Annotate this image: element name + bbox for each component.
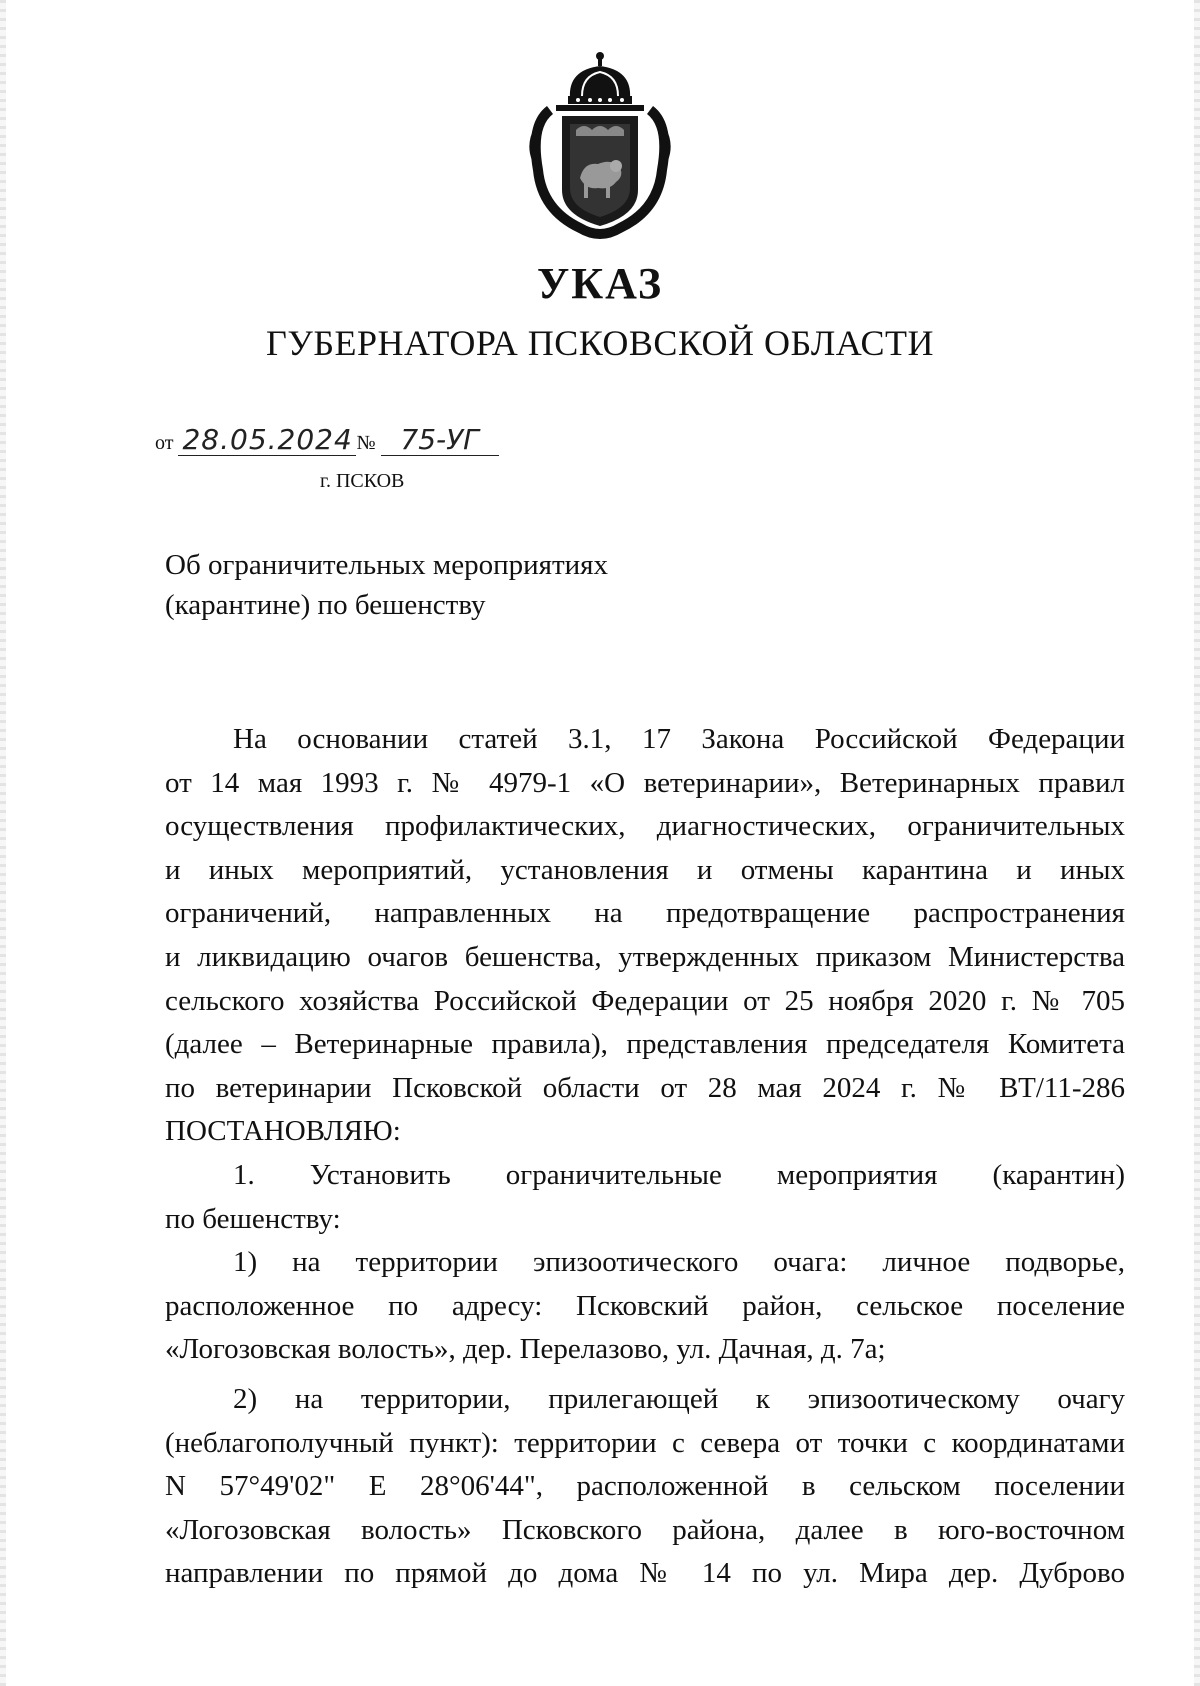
date-number-line xyxy=(155,425,499,456)
subject-line: Об ограничительных мероприятиях xyxy=(165,549,608,581)
scan-edge-left xyxy=(0,0,6,1686)
body-line: N 57°49'02" E 28°06'44", расположенной в сельском поселении xyxy=(165,1470,1125,1503)
document-subject xyxy=(165,545,725,625)
body-line: расположенное по адресу: Псковский район, сельское поселение xyxy=(165,1289,1125,1322)
body-line: ограничений, направленных на предотвращение распространения xyxy=(165,897,1125,930)
body-line: и ликвидацию очагов бешенства, утвержденных приказом Министерства xyxy=(165,940,1125,973)
body-line: от 14 мая 1993 г. № 4979-1 «О ветеринарии», Ветеринарных правил xyxy=(165,766,1125,799)
subject-line: (карантине) по бешенству xyxy=(165,589,486,621)
body-line: и иных мероприятий, установления и отмены карантина и иных xyxy=(165,853,1125,886)
number-label: № xyxy=(356,432,376,454)
handwritten-number: 75-УГ xyxy=(381,425,499,456)
body-line: сельского хозяйства Российской Федерации от 25 ноября 2020 г. № 705 xyxy=(165,984,1125,1017)
coat-of-arms-emblem xyxy=(520,50,680,245)
body-line: «Логозовская волость», дер. Перелазово, ул. Дачная, д. 7а; xyxy=(165,1333,886,1366)
document-body xyxy=(165,718,1125,1596)
body-line: направлении по прямой до дома № 14 по ул. Мира дер. Дуброво xyxy=(165,1557,1125,1590)
scan-edge-right xyxy=(1194,0,1200,1686)
body-line: «Логозовская волость» Псковского района, далее в юго-восточном xyxy=(165,1513,1125,1546)
document-subtitle: ГУБЕРНАТОРА ПСКОВСКОЙ ОБЛАСТИ xyxy=(266,323,934,363)
body-line: 1) на территории эпизоотического очага: личное подворье, xyxy=(233,1246,1125,1279)
from-label: от xyxy=(155,432,174,454)
city-line: г. ПСКОВ xyxy=(320,470,405,492)
body-line: по бешенству: xyxy=(165,1202,341,1235)
body-line: 1. Установить ограничительные мероприятия (карантин) xyxy=(233,1158,1125,1191)
body-line: 2) на территории, прилегающей к эпизоотическому очагу xyxy=(233,1382,1125,1415)
body-line: осуществления профилактических, диагностических, ограничительных xyxy=(165,810,1125,843)
crown-icon xyxy=(568,52,632,104)
body-line: На основании статей 3.1, 17 Закона Российской Федерации xyxy=(233,723,1125,755)
handwritten-date: 28.05.2024 xyxy=(178,425,356,456)
decree-word: ПОСТАНОВЛЯЮ: xyxy=(165,1115,401,1148)
document-title: УКАЗ xyxy=(536,259,664,308)
body-line: (неблагополучный пункт): территории с севера от точки с координатами xyxy=(165,1426,1125,1459)
body-line: по ветеринарии Псковской области от 28 мая 2024 г. № ВТ/11-286 xyxy=(165,1071,1125,1104)
body-line: (далее – Ветеринарные правила), представления председателя Комитета xyxy=(165,1028,1125,1061)
